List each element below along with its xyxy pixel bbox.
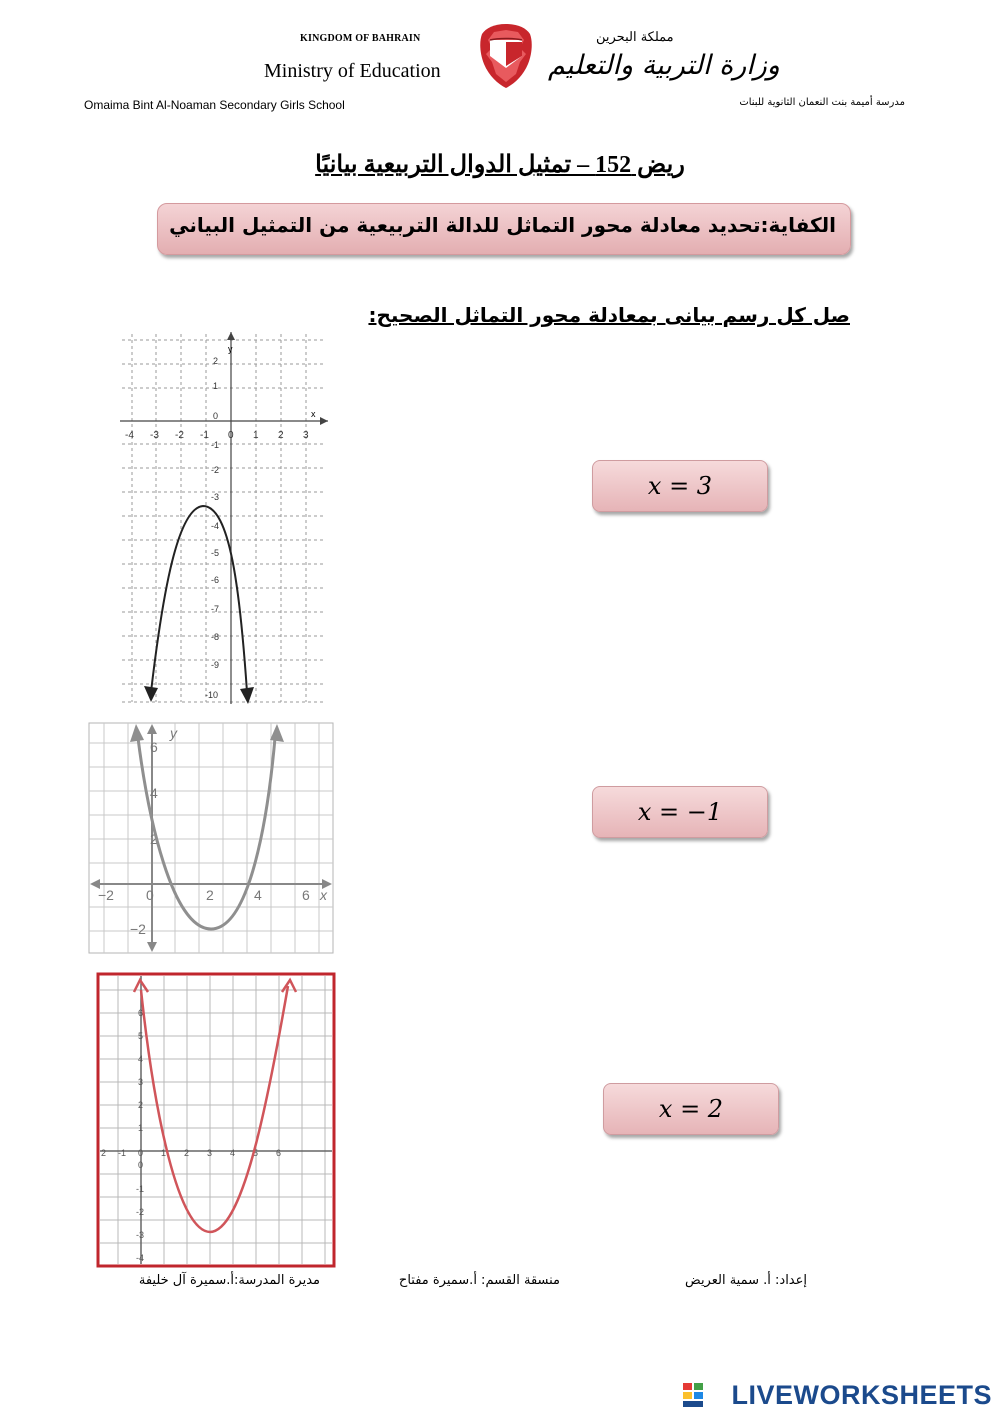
g3-ytick: 4 [138,1054,144,1064]
g2-ytick: 2 [150,831,158,847]
g2-xtick: 6 [302,887,310,903]
g3-ytick: 6 [138,1008,144,1018]
g1-ytick: -1 [211,440,220,450]
graph-1 [118,330,330,706]
g1-ytick: 1 [213,381,219,391]
brand-liveworksheets: LIVEWORKSHEETS [731,1380,992,1410]
g2-axis-y-label: y [170,725,177,741]
bahrain-emblem-icon [476,20,536,92]
g3-ytick: -2 [136,1207,145,1217]
g1-ytick: -8 [211,632,220,642]
g2-xtick: 4 [254,887,262,903]
g3-ytick: 2 [138,1100,144,1110]
g1-ytick: 2 [213,356,219,366]
kingdom-ar: مملكة البحرين [596,30,674,45]
g3-xtick: 2 [101,1148,107,1158]
g3-ytick: -4 [136,1253,145,1263]
g1-xtick: -4 [125,430,134,441]
answer-box-1[interactable]: x = 3 [592,460,768,512]
g2-ytick: −2 [130,921,146,937]
competency-banner [157,203,851,255]
liveworksheets-logo-icon [682,1382,704,1408]
kingdom-en: KINGDOM OF BAHRAIN [300,33,421,44]
g1-ytick: -6 [211,575,220,585]
g2-xtick: 2 [206,887,214,903]
g3-ytick: -1 [136,1184,145,1194]
competency-text: الكفاية:تحديد معادلة محور التماثل للدالة التربيعية من التمثيل البياني [169,213,836,237]
g1-ytick: -3 [211,492,220,502]
g1-xtick: -3 [150,430,159,441]
g3-xtick: 5 [253,1148,259,1158]
g1-xtick: 1 [253,430,259,441]
school-name-en: Omaima Bint Al-Noaman Secondary Girls School [84,98,345,112]
footer-principal: مديرة المدرسة:أ.سميرة آل خليفة [138,1273,320,1288]
g2-axis-x-label: x [320,887,327,903]
g3-xtick: 4 [230,1148,236,1158]
g2-xtick: 0 [146,887,154,903]
g2-ytick: 4 [150,785,158,801]
g1-xtick: 3 [303,430,309,441]
g3-xtick: 6 [276,1148,282,1158]
instruction-text: صل كل رسم بيانى بمعادلة محور التماثل الصحيح: [368,303,850,327]
g1-ytick: 0 [213,411,219,421]
ministry-en: Ministry of Education [264,60,441,82]
g1-parabola [151,506,247,692]
page-title: ريض 152 – تمثيل الدوال التربيعية بيانيًا [315,152,685,178]
school-name-ar: مدرسة أميمة بنت النعمان الثانوية للبنات [739,97,905,108]
g1-xtick: 0 [228,430,234,441]
g1-ytick: -2 [211,465,220,475]
g1-xtick: 2 [278,430,284,441]
g3-ytick: 5 [138,1031,144,1041]
g1-ytick: -5 [211,548,220,558]
g3-xtick: 0 [138,1148,144,1158]
g3-ytick: -3 [136,1230,145,1240]
g1-axis-x-label: x [311,409,316,419]
answer-box-2[interactable]: x = −1 [592,786,768,838]
g1-xtick: -2 [175,430,184,441]
g1-arrow-right [240,687,254,704]
g1-ytick: -7 [211,604,220,614]
g3-ytick: 3 [138,1077,144,1087]
g1-ytick: -4 [211,521,220,531]
footer-coordinator: منسقة القسم: أ.سميرة مفتاح [398,1273,560,1288]
g3-xtick: 2 [184,1148,190,1158]
g1-xtick: -1 [200,430,209,441]
g3-ytick: 0 [138,1160,144,1170]
g1-ytick: -9 [211,660,220,670]
footer-prepared-by: إعداد: أ. سمية العريض [685,1273,807,1288]
ministry-ar: وزارة التربية والتعليم [548,50,780,81]
g1-ytick: -10 [205,690,219,700]
g3-xtick: 3 [207,1148,213,1158]
g1-axis-y-label: y [228,344,233,354]
graph-3 [96,972,336,1268]
g2-xtick: −2 [98,887,114,903]
g3-ytick: 1 [138,1123,144,1133]
g3-xtick: 1 [161,1148,167,1158]
g2-ytick: 6 [150,739,158,755]
answer-box-3[interactable]: x = 2 [603,1083,779,1135]
g3-xtick: -1 [118,1148,127,1158]
graph-2 [88,722,334,954]
